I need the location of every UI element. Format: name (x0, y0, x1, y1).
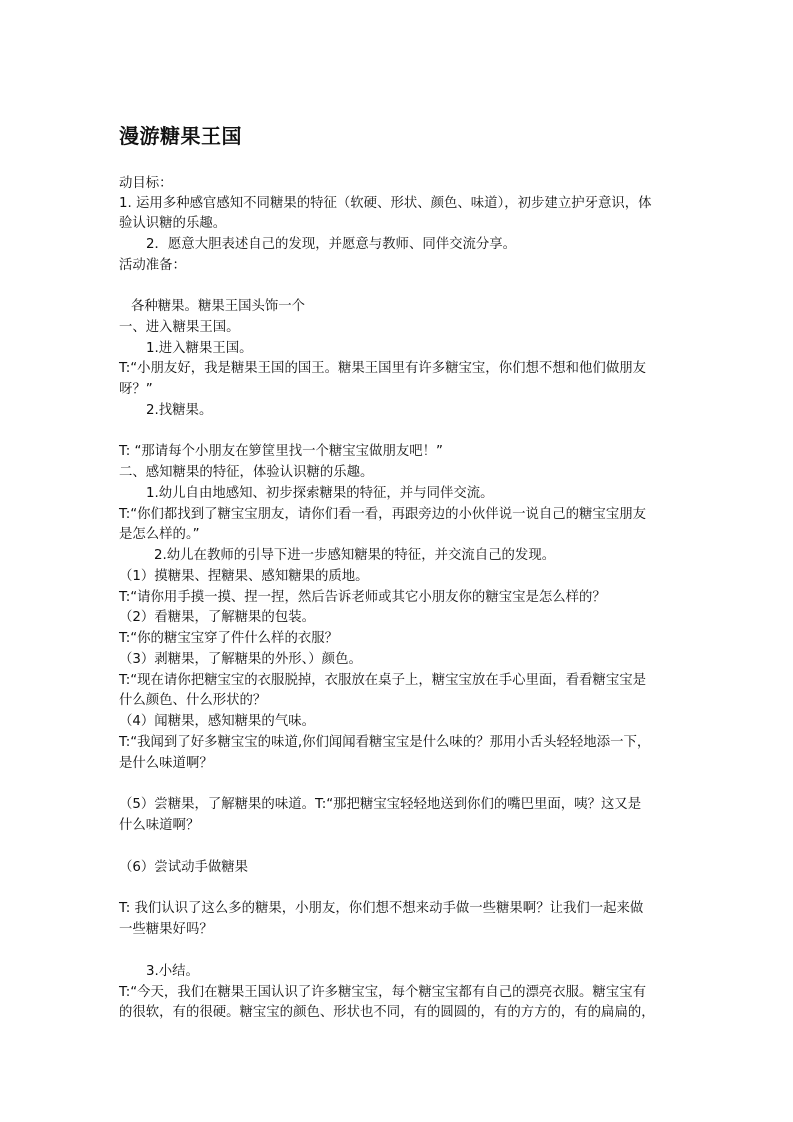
text-line: （4）闻糖果，感知糖果的气味。 (119, 714, 315, 729)
text-line: （3）剥糖果，了解糖果的外形、）颜色。 (119, 652, 362, 667)
text-line: 各种糖果。糖果王国头饰一个 (131, 299, 306, 314)
text-line: 2．愿意大胆表述自己的发现，并愿意与教师、同伴交流分享。 (146, 237, 517, 252)
text-line: （5）尝糖果，了解糖果的味道。T:“那把糖宝宝轻轻地送到你们的嘴巴里面，咦？这又是 (119, 797, 642, 812)
text-line: 一、进入糖果王国。 (119, 320, 240, 335)
text-line: T:“请你用手摸一摸、捏一捏，然后告诉老师或其它小朋友你的糖宝宝是怎么样的？ (119, 590, 606, 605)
text-line: 呀？” (119, 382, 153, 397)
text-line: 是什么味道啊？ (119, 756, 213, 771)
text-line: T:“你们都找到了糖宝宝朋友，请你们看一看，再跟旁边的小伙伴说一说自己的糖宝宝朋友 (119, 507, 646, 522)
text-line: （6）尝试动手做糖果 (119, 860, 249, 875)
text-line: 2.找糖果。 (146, 403, 213, 418)
text-line: 活动准备： (119, 258, 186, 273)
text-line: 1. 运用多种感官感知不同糖果的特征（软硬、形状、颜色、味道），初步建立护牙意识，体 (119, 196, 652, 211)
text-line: 的很软，有的很硬。糖宝宝的颜色、形状也不同，有的圆圆的，有的方方的，有的扁扁的， (119, 1005, 655, 1020)
text-line: T:“我闻到了好多糖宝宝的味道,你们闻闻看糖宝宝是什么味的？那用小舌头轻轻地添一下， (119, 735, 651, 750)
text-line: 2.幼儿在教师的引导下进一步感知糖果的特征，并交流自己的发现。 (154, 548, 556, 563)
text-line: （2）看糖果，了解糖果的包装。 (119, 610, 315, 625)
text-line: T:“你的糖宝宝穿了件什么样的衣服？ (119, 631, 339, 646)
text-line: （1）摸糖果、捏糖果、感知糖果的质地。 (119, 569, 369, 584)
document-title: 漫游糖果王国 (119, 124, 242, 148)
text-line: 是怎么样的。” (119, 527, 200, 542)
text-line: T:“今天，我们在糖果王国认识了许多糖宝宝，每个糖宝宝都有自己的漂亮衣服。糖宝宝有 (119, 985, 646, 1000)
text-line: 3.小结。 (146, 964, 199, 979)
text-line: 验认识糖的乐趣。 (119, 216, 227, 231)
text-line: T:“小朋友好，我是糖果王国的国王。糖果王国里有许多糖宝宝，你们想不想和他们做朋友 (119, 361, 646, 376)
text-line: 二、感知糖果的特征，体验认识糖的乐趣。 (119, 465, 374, 480)
text-line: 一些糖果好吗？ (119, 922, 213, 937)
text-line: 1.进入糖果王国。 (146, 341, 253, 356)
text-line: T: “那请每个小朋友在箩筐里找一个糖宝宝做朋友吧！” (119, 444, 443, 459)
text-line: 什么颜色、什么形状的？ (119, 693, 267, 708)
text-line: T: 我们认识了这么多的糖果，小朋友，你们想不想来动手做一些糖果啊？让我们一起来做 (119, 901, 644, 916)
text-line: 1.幼儿自由地感知、初步探索糖果的特征，并与同伴交流。 (146, 486, 494, 501)
text-line: T:“现在请你把糖宝宝的衣服脱掉，衣服放在桌子上，糖宝宝放在手心里面，看看糖宝宝是 (119, 673, 646, 688)
text-line: 动目标： (119, 176, 173, 191)
text-line: 什么味道啊？ (119, 818, 200, 833)
